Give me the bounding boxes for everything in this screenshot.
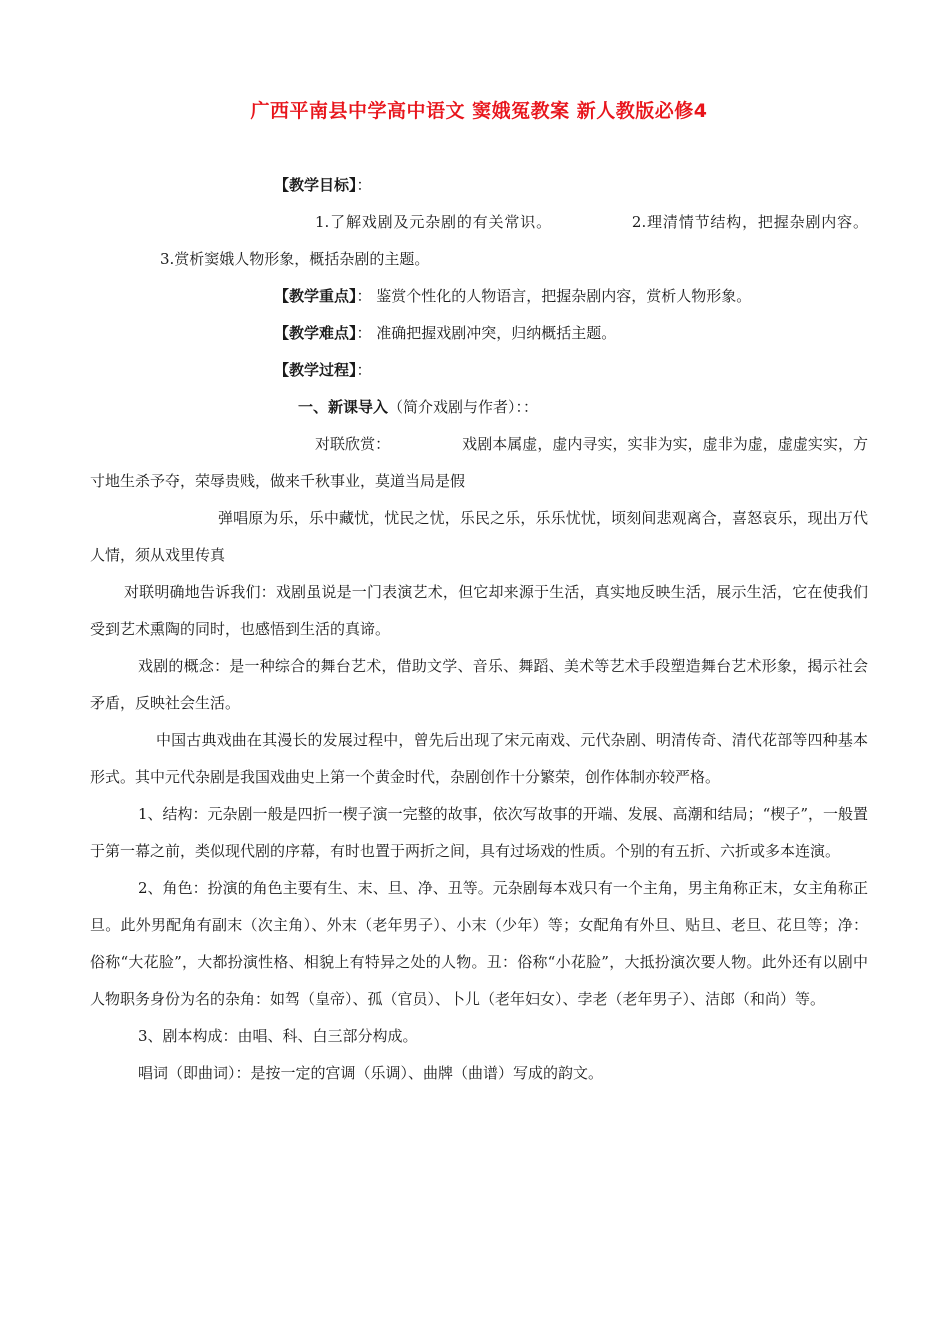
- paragraph-roles: 2、角色：扮演的角色主要有生、末、旦、净、丑等。元杂剧每本戏只有一个主角，男主角称正末，女主角称正旦。此外男配角有副末（次主角）、外末（老年男子）、小末（少年）等；女配角有外旦、贴旦、老旦、花旦等；净：俗称“大花脸”，大都扮演性格、相貌上有特异之处的人物。丑：俗称“小花脸”，大抵扮演次要人物。此外还有以剧中人物职务身份为名的杂角：如驾（皇帝）、孤（官员）、卜儿（老年妇女）、孛老（老年男子）、洁郎（和尚）等。: [90, 879, 868, 1008]
- teaching-goal-colon: ：: [356, 176, 372, 194]
- paragraph-script-composition: 3、剧本构成：由唱、科、白三部分构成。: [138, 1027, 418, 1045]
- paragraph-drama-concept: 戏剧的概念：是一种综合的舞台艺术，借助文学、音乐、舞蹈、美术等艺术手段塑造舞台艺术形象，揭示社会矛盾，反映社会生活。: [90, 657, 868, 712]
- teaching-process-heading: [90, 352, 868, 389]
- couplet-line-1: [90, 426, 868, 500]
- paragraph-structure: 1、结构：元杂剧一般是四折一楔子演一完整的故事，依次写故事的开端、发展、高潮和结局；“楔子”，一般置于第一幕之前，类似现代剧的序幕，有时也置于两折之间，具有过场戏的性质。个别的有五折、六折或多本连演。: [90, 805, 868, 860]
- paragraph-lyrics: 唱词（即曲词）：是按一定的宫调（乐调）、曲牌（曲谱）写成的韵文。: [138, 1064, 604, 1082]
- intro-heading: [90, 389, 868, 426]
- paragraph-couplet-explanation: 对联明确地告诉我们：戏剧虽说是一门表演艺术，但它却来源于生活，真实地反映生活，展示生活，它在使我们受到艺术熏陶的同时，也感悟到生活的真谛。: [90, 583, 868, 638]
- teaching-process-colon: ：: [356, 361, 372, 379]
- teaching-goal-label: 【教学目标】: [274, 176, 357, 194]
- teaching-goal-heading: [90, 167, 868, 204]
- couplet-first-line: 戏剧本属虚，虚内寻实，实非为实，虚非为虚，虚虚实实，方寸地生杀予夺，荣辱贵贱，做来千秋事业，莫道当局是假: [90, 435, 868, 490]
- couplet-line-2: 弹唱原为乐，乐中藏忧，忧民之忧，乐民之乐，乐乐忧忧，顷刻间悲观离合，喜怒哀乐，现出万代人情，须从戏里传真: [90, 509, 868, 564]
- paragraph-chinese-opera-history: 中国古典戏曲在其漫长的发展过程中，曾先后出现了宋元南戏、元代杂剧、明清传奇、清代花部等四种基本形式。其中元代杂剧是我国戏曲史上第一个黄金时代，杂剧创作十分繁荣，创作体制亦较严格。: [90, 731, 868, 786]
- goal-item-2: 2.理清情节结构，把握杂剧内容。: [631, 213, 868, 231]
- intro-text: （简介戏剧与作者）：：: [388, 398, 539, 416]
- teaching-difficulty: [90, 315, 868, 352]
- intro-label: 一、新课导入: [298, 398, 389, 416]
- teaching-focus: [90, 278, 868, 315]
- goal-item-1: 1.了解戏剧及元杂剧的有关常识。: [315, 213, 552, 231]
- teaching-difficulty-label: 【教学难点】: [274, 324, 357, 342]
- teaching-difficulty-text: ： 准确把握戏剧冲突，归纳概括主题。: [356, 324, 617, 342]
- goal-item-3: 3.赏析窦娥人物形象，概括杂剧的主题。: [160, 250, 430, 268]
- teaching-goal-items: [90, 204, 868, 278]
- teaching-focus-label: 【教学重点】: [274, 287, 357, 305]
- document-title: 广西平南县中学高中语文 窦娥冤教案 新人教版必修4: [250, 100, 708, 122]
- teaching-focus-text: ： 鉴赏个性化的人物语言，把握杂剧内容，赏析人物形象。: [356, 287, 752, 305]
- couplet-label: 对联欣赏：: [315, 435, 391, 453]
- teaching-process-label: 【教学过程】: [274, 361, 357, 379]
